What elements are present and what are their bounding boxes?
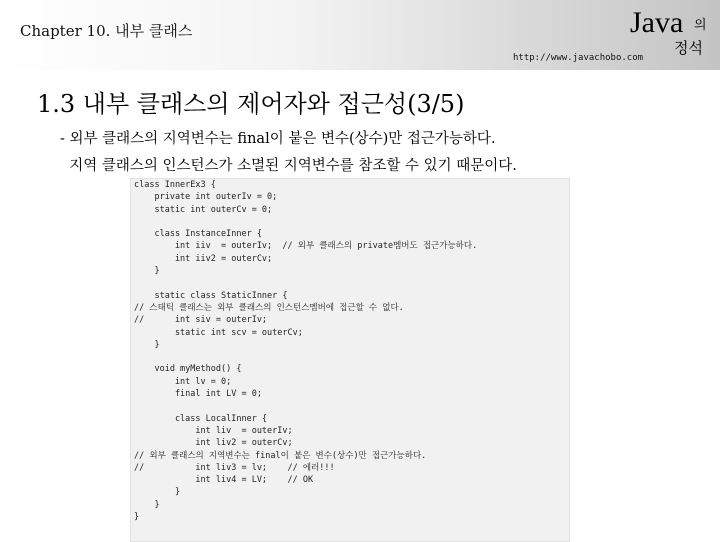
slide-title: 1.3 내부 클래스의 제어자와 접근성(3/5) xyxy=(37,90,465,118)
code-line: private int outerIv = 0; xyxy=(134,192,278,203)
description-line-2: 지역 클래스의 인스턴스가 소멸된 지역변수를 참조할 수 있기 때문이다. xyxy=(60,158,517,174)
code-line: final int LV = 0; xyxy=(134,389,262,400)
brand-java: Java xyxy=(630,6,684,39)
code-line: void myMethod() { xyxy=(134,364,242,375)
code-line: // int liv3 = lv; // 에러!!! xyxy=(134,462,335,473)
code-line xyxy=(134,400,477,412)
code-line: } xyxy=(134,499,160,510)
code-line: int lv = 0; xyxy=(134,376,232,387)
code-line: int iiv2 = outerCv; xyxy=(134,253,273,264)
code-line: class LocalInner { xyxy=(134,413,268,424)
code-line: } xyxy=(134,339,160,350)
code-line: } xyxy=(134,487,181,498)
code-line xyxy=(134,216,477,228)
code-line: // 외부 클래스의 지역변수는 final이 붙은 변수(상수)만 접근가능하다. xyxy=(134,450,427,461)
code-line: int liv2 = outerCv; xyxy=(134,438,293,449)
description xyxy=(60,126,517,180)
code-line: static class StaticInner { xyxy=(134,290,288,301)
description-line-1: - 외부 클래스의 지역변수는 final이 붙은 변수(상수)만 접근가능하다. xyxy=(60,131,496,147)
brand-jeongseok: 정석 xyxy=(674,39,703,57)
code-listing xyxy=(134,179,477,523)
slide-header xyxy=(0,0,720,70)
code-line: } xyxy=(134,512,140,523)
code-line: static int scv = outerCv; xyxy=(134,327,303,338)
code-line: static int outerCv = 0; xyxy=(134,204,273,215)
code-line: } xyxy=(134,266,160,277)
code-line: int liv4 = LV; // OK xyxy=(134,475,314,486)
code-line xyxy=(134,351,477,363)
brand-ui: 의 xyxy=(694,18,707,33)
site-url[interactable]: http://www.javachobo.com xyxy=(513,53,644,63)
code-line xyxy=(134,277,477,289)
code-line: class InstanceInner { xyxy=(134,229,262,240)
code-line: // int siv = outerIv; xyxy=(134,315,268,326)
code-line: int iiv = outerIv; // 외부 클래스의 private멤버도 접근가능하다. xyxy=(134,241,478,252)
code-line: int liv = outerIv; xyxy=(134,425,293,436)
chapter-title: Chapter 10. 내부 클래스 xyxy=(20,22,193,40)
code-line: // 스태틱 클래스는 외부 클래스의 인스턴스멤버에 접근할 수 없다. xyxy=(134,302,404,313)
code-line: class InnerEx3 { xyxy=(134,180,216,190)
